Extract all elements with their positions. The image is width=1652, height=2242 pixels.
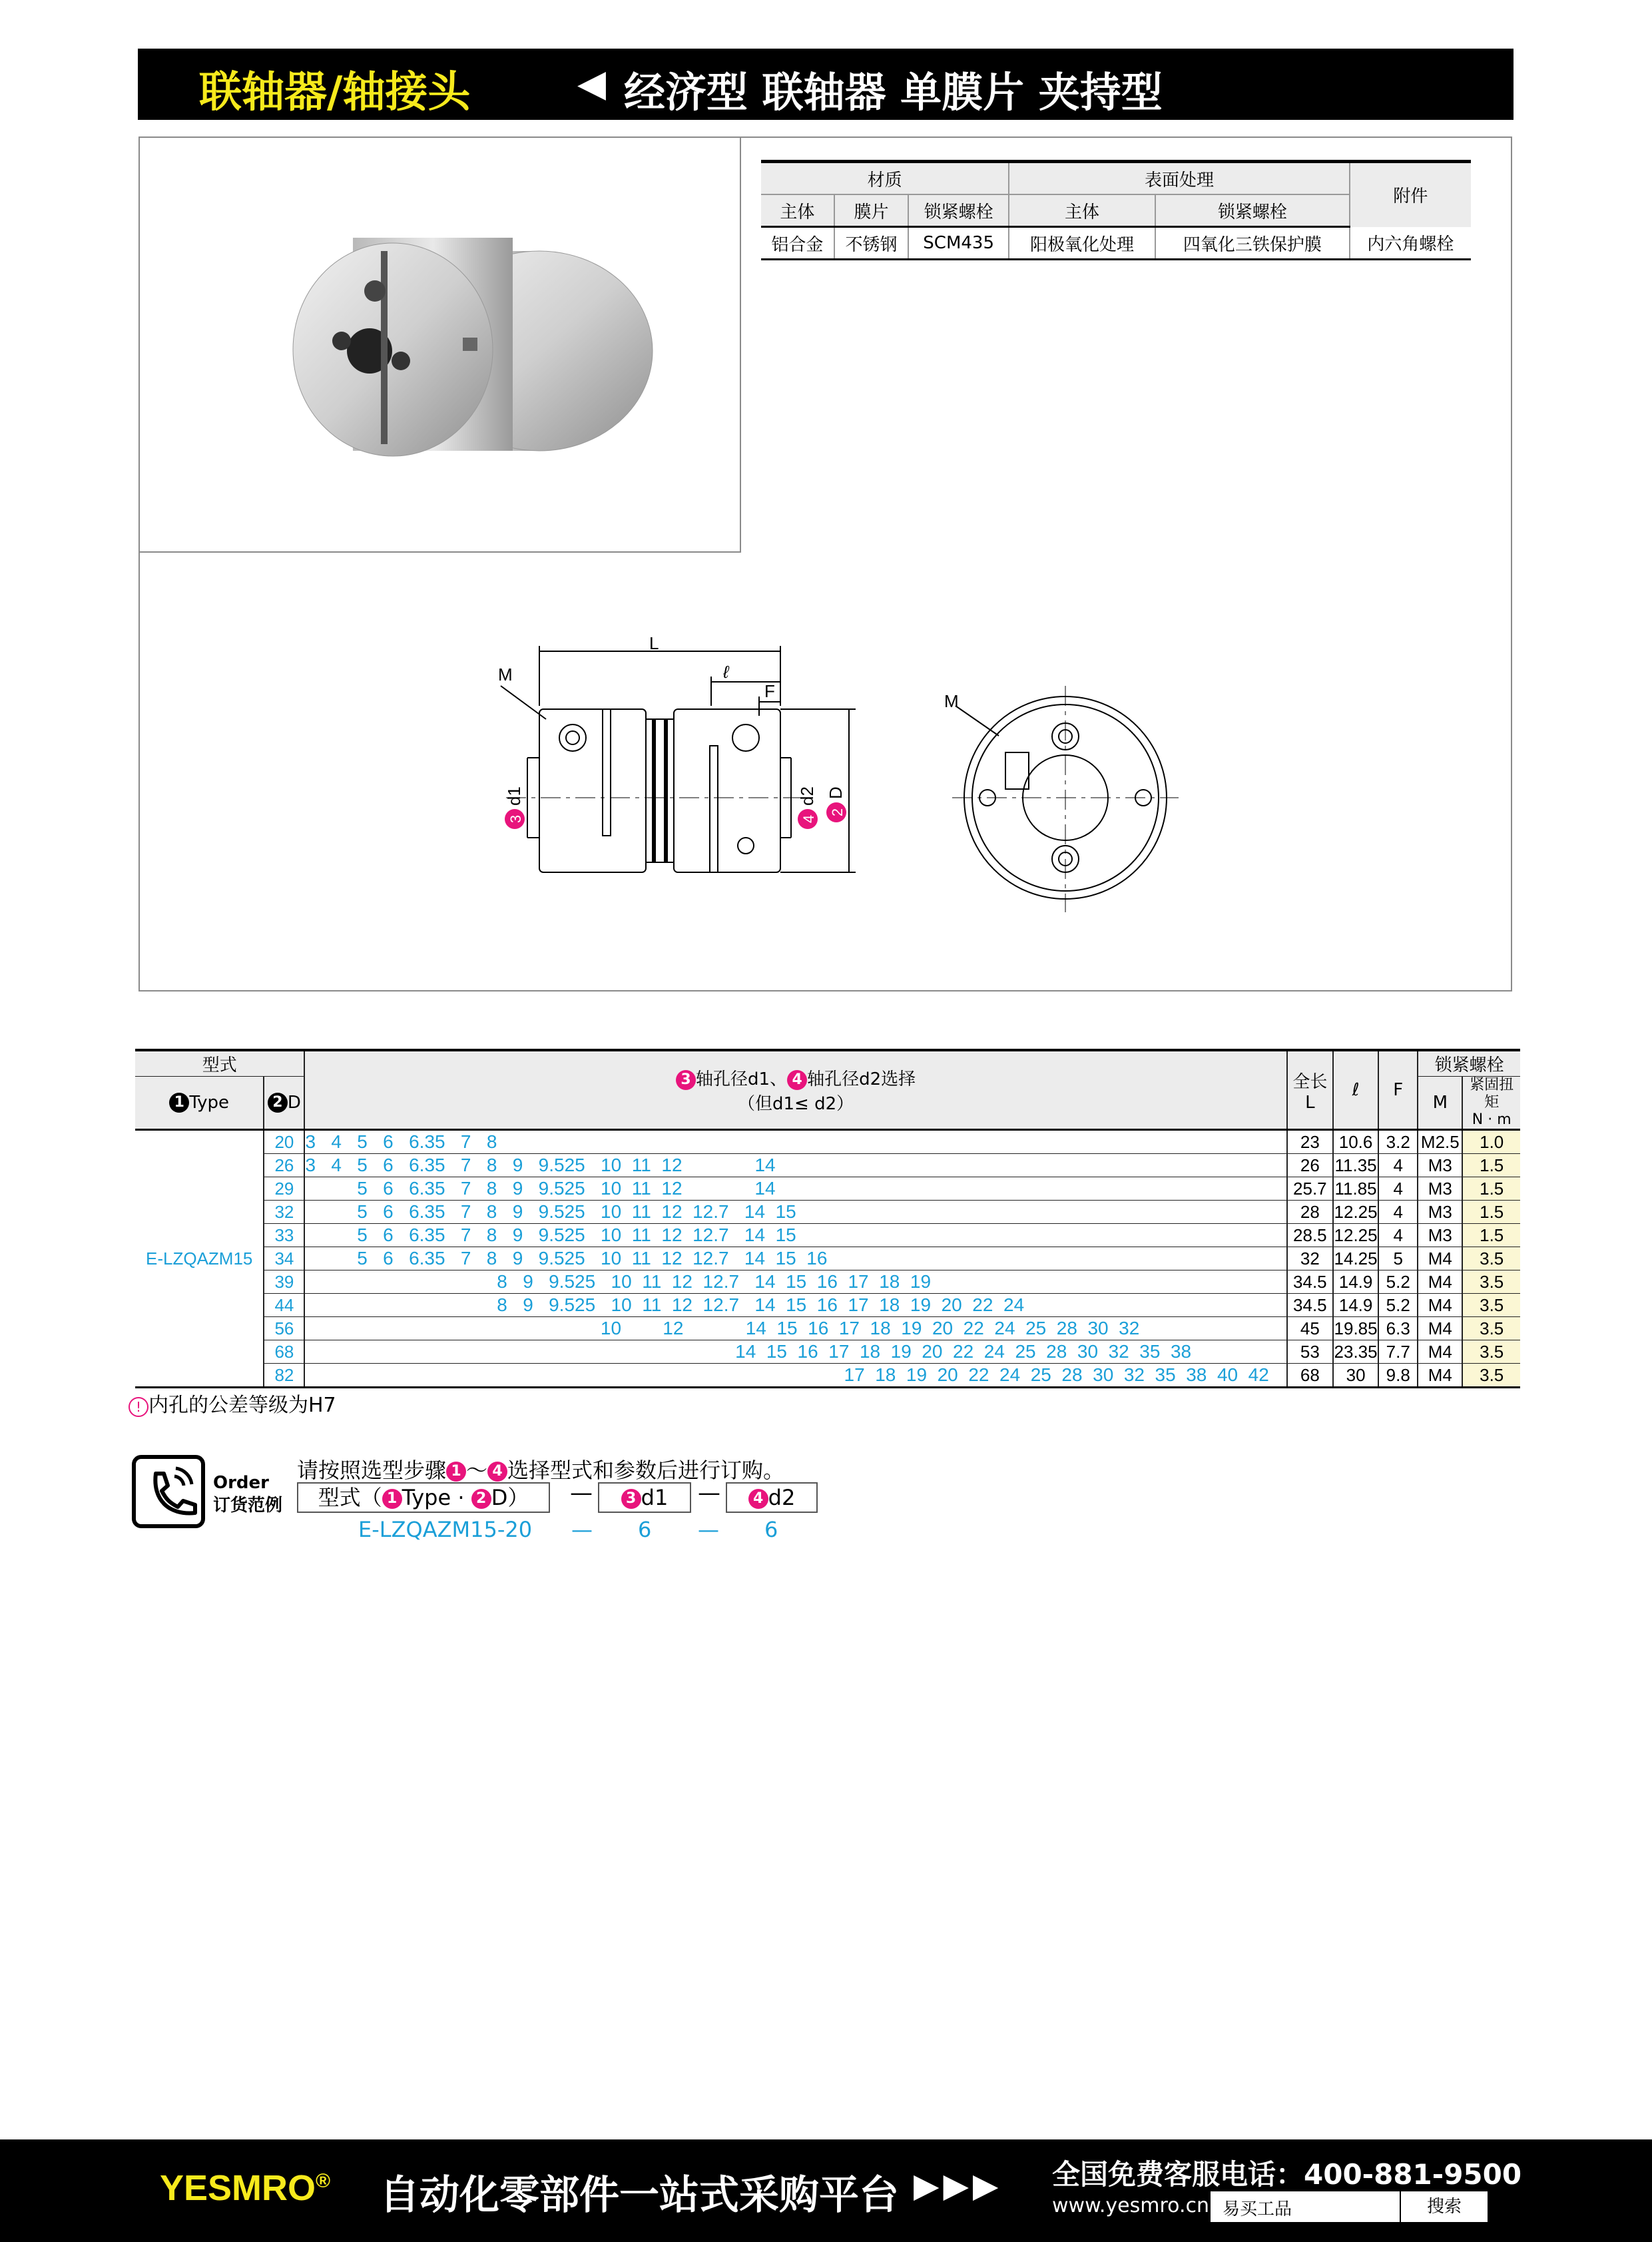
- th-l: ℓ: [1333, 1050, 1378, 1130]
- box-type-b: Type ·: [402, 1485, 471, 1510]
- th-type-label: Type: [189, 1092, 230, 1113]
- order-box-d1: [598, 1482, 691, 1513]
- th-D-label: D: [287, 1092, 301, 1113]
- cell-M: M4: [1418, 1294, 1462, 1317]
- order-tag: [213, 1472, 282, 1517]
- th-F: F: [1378, 1050, 1418, 1130]
- step1-badge: 1: [382, 1489, 402, 1509]
- cell-l: 19.85: [1333, 1317, 1378, 1340]
- step4-badge: 4: [748, 1489, 768, 1509]
- step3-badge: 3: [676, 1070, 696, 1090]
- cell-torque: 1.5: [1462, 1224, 1520, 1247]
- cell-F: 3.2: [1378, 1130, 1418, 1154]
- order-tag-en: Order: [213, 1473, 269, 1493]
- th-attach: 附件: [1350, 162, 1471, 227]
- th-length-label: 全长: [1292, 1071, 1328, 1092]
- cell-torque: 1.5: [1462, 1177, 1520, 1201]
- cell-torque: 1.0: [1462, 1130, 1520, 1154]
- th-surface-body: 主体: [1009, 194, 1155, 227]
- th-screw: 锁紧螺栓: [908, 194, 1009, 227]
- note-text: 内孔的公差等级为H7: [148, 1394, 336, 1417]
- cell-l: 12.25: [1333, 1201, 1378, 1224]
- th-bore: [304, 1050, 1286, 1130]
- cell-L: 28.5: [1287, 1224, 1333, 1247]
- step4-badge: 4: [787, 1070, 807, 1090]
- th-film: 膜片: [834, 194, 908, 227]
- cell-F: 5.2: [1378, 1270, 1418, 1294]
- example-dash-2: —: [698, 1517, 719, 1542]
- label-M: M: [498, 665, 513, 685]
- cell-bores: 5 6 6.35 7 8 9 9.525 10 11 12 12.7 14 15 16: [304, 1247, 1286, 1270]
- cell-F: 4: [1378, 1201, 1418, 1224]
- example-d1: 6: [638, 1517, 652, 1542]
- cell-L: 25.7: [1287, 1177, 1333, 1201]
- cell-F: 7.7: [1378, 1340, 1418, 1364]
- arrow-right-icon: ▶▶▶: [914, 2166, 1003, 2205]
- cell-L: 34.5: [1287, 1270, 1333, 1294]
- instr-part-a: 请按照选型步骤: [297, 1458, 447, 1483]
- surface-screw: 四氧化三铁保护膜: [1155, 227, 1350, 260]
- th-model: 型式: [135, 1050, 304, 1077]
- cell-D: 68: [264, 1340, 304, 1364]
- cell-bores: 5 6 6.35 7 8 9 9.525 10 11 12 12.7 14 15: [304, 1201, 1286, 1224]
- order-box-d2: [726, 1482, 818, 1513]
- th-torque-label: 紧固扭矩: [1470, 1077, 1514, 1111]
- arrow-left-icon: ◀: [577, 62, 607, 105]
- cell-L: 26: [1287, 1154, 1333, 1177]
- cell-L: 34.5: [1287, 1294, 1333, 1317]
- cell-M: M4: [1418, 1364, 1462, 1388]
- dim-D: D: [826, 786, 846, 799]
- cell-D: 34: [264, 1247, 304, 1270]
- cell-D: 29: [264, 1177, 304, 1201]
- box-type-c: D）: [491, 1485, 529, 1510]
- step2-badge: 2: [471, 1489, 491, 1509]
- example-d2: 6: [764, 1517, 778, 1542]
- th-material: 材质: [761, 162, 1009, 195]
- step3-badge: 3: [621, 1489, 641, 1509]
- cell-l: 14.25: [1333, 1247, 1378, 1270]
- spec-row: [135, 1201, 1520, 1224]
- cell-l: 30: [1333, 1364, 1378, 1388]
- cell-bores: 3 4 5 6 6.35 7 8 9 9.525 10 11 12 14: [304, 1154, 1286, 1177]
- th-M: M: [1418, 1077, 1462, 1130]
- cell-D: 82: [264, 1364, 304, 1388]
- photo-frame: [138, 137, 741, 553]
- cell-bores: 17 18 19 20 22 24 25 28 30 32 35 38 40 42: [304, 1364, 1286, 1388]
- cell-torque: 3.5: [1462, 1247, 1520, 1270]
- registered-mark: ®: [316, 2170, 331, 2192]
- surface-body: 阳极氧化处理: [1009, 227, 1155, 260]
- spec-row: [135, 1340, 1520, 1364]
- cell-D: 32: [264, 1201, 304, 1224]
- cell-bores: 3 4 5 6 6.35 7 8: [304, 1130, 1286, 1154]
- cell-M: M3: [1418, 1154, 1462, 1177]
- cell-M: M4: [1418, 1317, 1462, 1340]
- th-screw: 锁紧螺栓: [1418, 1050, 1520, 1077]
- warning-icon: !: [129, 1397, 148, 1417]
- cell-F: 5.2: [1378, 1294, 1418, 1317]
- step3-badge: 3: [507, 814, 524, 824]
- cell-M: M3: [1418, 1224, 1462, 1247]
- cell-l: 10.6: [1333, 1130, 1378, 1154]
- cell-M: M2.5: [1418, 1130, 1462, 1154]
- step2-badge: 2: [268, 1093, 288, 1113]
- cell-l: 23.35: [1333, 1340, 1378, 1364]
- spec-row: [135, 1317, 1520, 1340]
- cell-l: 11.35: [1333, 1154, 1378, 1177]
- dash-1: —: [570, 1480, 593, 1506]
- hotline: 全国免费客服电话：400-881-9500: [1052, 2158, 1522, 2191]
- cell-torque: 1.5: [1462, 1201, 1520, 1224]
- cell-M: M3: [1418, 1177, 1462, 1201]
- cell-D: 20: [264, 1130, 304, 1154]
- cell-l: 11.85: [1333, 1177, 1378, 1201]
- brand-name: YESMRO: [160, 2168, 316, 2208]
- cell-torque: 1.5: [1462, 1154, 1520, 1177]
- dim-L: L: [649, 633, 659, 653]
- spec-row: [135, 1130, 1520, 1154]
- example-dash-1: —: [571, 1517, 593, 1542]
- order-box-type: [297, 1482, 550, 1513]
- cell-torque: 3.5: [1462, 1294, 1520, 1317]
- box-d1-label: d1: [641, 1485, 669, 1510]
- cell-F: 5: [1378, 1247, 1418, 1270]
- cell-torque: 3.5: [1462, 1270, 1520, 1294]
- cell-D: 44: [264, 1294, 304, 1317]
- th-length: [1287, 1050, 1333, 1130]
- material-table: [761, 160, 1471, 260]
- product-title: 经济型 联轴器 单膜片 夹持型: [624, 68, 1163, 117]
- coupling-photo: [140, 138, 740, 551]
- search-button[interactable]: 搜索: [1400, 2191, 1488, 2222]
- phone-icon: [132, 1455, 205, 1528]
- footer-bar: [0, 2139, 1652, 2242]
- cell-D: 39: [264, 1270, 304, 1294]
- step1-badge: 1: [446, 1462, 466, 1482]
- cell-M: M4: [1418, 1247, 1462, 1270]
- cell-M: M4: [1418, 1270, 1462, 1294]
- th-type: [135, 1077, 264, 1130]
- cell-l: 14.9: [1333, 1270, 1378, 1294]
- cell-L: 53: [1287, 1340, 1333, 1364]
- th-bore-d1: 轴孔径d1、: [696, 1069, 788, 1089]
- dash-2: —: [698, 1480, 720, 1506]
- mat-body: 铝合金: [761, 227, 834, 260]
- cell-torque: 3.5: [1462, 1317, 1520, 1340]
- spec-table: [135, 1049, 1520, 1388]
- dim-d1: d1: [504, 786, 524, 806]
- cell-M: M3: [1418, 1201, 1462, 1224]
- cell-bores: 14 15 16 17 18 19 20 22 24 25 28 30 32 35 38: [304, 1340, 1286, 1364]
- cell-bores: 5 6 6.35 7 8 9 9.525 10 11 12 14: [304, 1177, 1286, 1201]
- dim-F: F: [764, 681, 775, 701]
- step2-badge: 2: [829, 808, 846, 817]
- cell-F: 4: [1378, 1224, 1418, 1247]
- cell-L: 45: [1287, 1317, 1333, 1340]
- cell-L: 32: [1287, 1247, 1333, 1270]
- cell-F: 9.8: [1378, 1364, 1418, 1388]
- cell-D: 56: [264, 1317, 304, 1340]
- mat-film: 不锈钢: [834, 227, 908, 260]
- spec-row: [135, 1224, 1520, 1247]
- step1-badge: 1: [169, 1093, 189, 1113]
- cell-L: 23: [1287, 1130, 1333, 1154]
- th-surface: 表面处理: [1009, 162, 1350, 195]
- tolerance-note: [129, 1388, 336, 1418]
- technical-drawing: [466, 626, 1232, 932]
- th-D: [264, 1077, 304, 1130]
- cell-bores: 8 9 9.525 10 11 12 12.7 14 15 16 17 18 19: [304, 1270, 1286, 1294]
- cell-D: 26: [264, 1154, 304, 1177]
- mat-screw: SCM435: [908, 227, 1009, 260]
- th-torque: [1462, 1077, 1520, 1130]
- step4-badge: 4: [487, 1462, 507, 1482]
- spec-row: [135, 1154, 1520, 1177]
- box-type-a: 型式（: [318, 1485, 382, 1510]
- search-box[interactable]: [1211, 2191, 1488, 2222]
- dim-l: ℓ: [723, 662, 729, 682]
- cell-bores: 10 12 14 15 16 17 18 19 20 22 24 25 28 30 32: [304, 1317, 1286, 1340]
- type-name: E-LZQAZM15: [135, 1130, 264, 1388]
- spec-row: [135, 1364, 1520, 1388]
- cell-D: 33: [264, 1224, 304, 1247]
- dim-d2: d2: [797, 786, 817, 806]
- cell-F: 4: [1378, 1154, 1418, 1177]
- th-body: 主体: [761, 194, 834, 227]
- cell-l: 14.9: [1333, 1294, 1378, 1317]
- example-type: E-LZQAZM15-20: [358, 1517, 533, 1542]
- page-header-bar: [138, 49, 1514, 120]
- th-torque-unit: N · m: [1472, 1111, 1512, 1128]
- cell-F: 6.3: [1378, 1317, 1418, 1340]
- cell-bores: 5 6 6.35 7 8 9 9.525 10 11 12 12.7 14 15: [304, 1224, 1286, 1247]
- brand-logo: [160, 2167, 330, 2209]
- instr-part-b: ～: [466, 1458, 488, 1483]
- spec-row: [135, 1294, 1520, 1317]
- search-input[interactable]: 易买工品: [1223, 2199, 1292, 2219]
- spec-row: [135, 1247, 1520, 1270]
- instr-part-c: 选择型式和参数后进行订购。: [507, 1458, 785, 1483]
- step4-badge: 4: [800, 814, 817, 824]
- cell-L: 68: [1287, 1364, 1333, 1388]
- label-M-front: M: [944, 691, 959, 711]
- footer-slogan: 自动化零部件一站式采购平台: [380, 2172, 899, 2219]
- cell-M: M4: [1418, 1340, 1462, 1364]
- website-link[interactable]: www.yesmro.cn: [1052, 2194, 1210, 2217]
- category-title: 联轴器/轴接头: [199, 68, 471, 117]
- attachment: 内六角螺栓: [1350, 227, 1471, 260]
- box-d2-label: d2: [768, 1485, 796, 1510]
- th-length-L: L: [1305, 1092, 1315, 1113]
- cell-torque: 3.5: [1462, 1364, 1520, 1388]
- cell-l: 12.25: [1333, 1224, 1378, 1247]
- cell-bores: 8 9 9.525 10 11 12 12.7 14 15 16 17 18 19 20 22 24: [304, 1294, 1286, 1317]
- th-surface-screw: 锁紧螺栓: [1155, 194, 1350, 227]
- spec-row: [135, 1177, 1520, 1201]
- th-bore-d2: 轴孔径d2选择: [807, 1069, 916, 1089]
- cell-L: 28: [1287, 1201, 1333, 1224]
- th-bore-cond: （但d1≤ d2）: [738, 1094, 854, 1114]
- cell-F: 4: [1378, 1177, 1418, 1201]
- order-tag-cn: 订货范例: [213, 1496, 283, 1516]
- cell-torque: 3.5: [1462, 1340, 1520, 1364]
- spec-row: [135, 1270, 1520, 1294]
